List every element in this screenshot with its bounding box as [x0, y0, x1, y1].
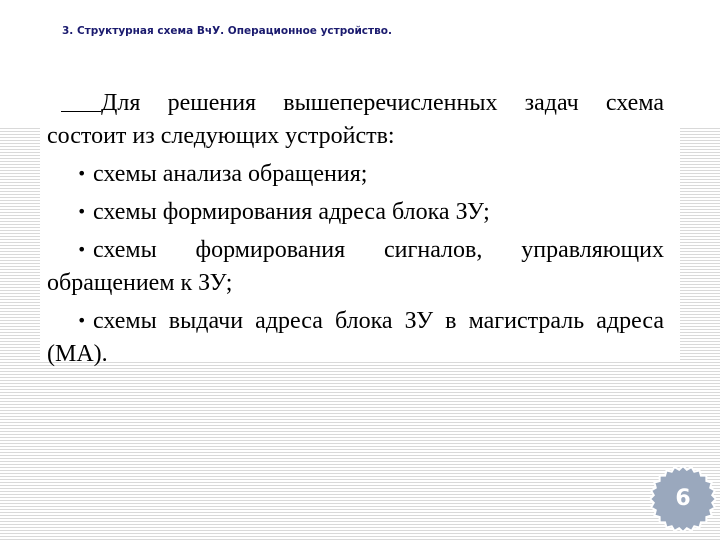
indent-underline: [61, 91, 101, 112]
page-number-badge: [649, 465, 717, 533]
bullet-icon: •: [77, 164, 87, 183]
list-item: [47, 234, 664, 300]
bullet-icon: •: [77, 311, 87, 330]
intro-paragraph: [47, 87, 664, 153]
intro-text: Для решения вышеперечисленных задач схема состоит из следующих устройств:: [47, 90, 664, 149]
bullet-icon: •: [77, 240, 87, 259]
bullet-text: схемы выдачи адреса блока ЗУ в магистраль адреса (МА).: [47, 308, 664, 367]
bullet-text: схемы формирования сигналов, управляющих обращением к ЗУ;: [47, 237, 664, 296]
page-number: 6: [675, 486, 691, 511]
slide-title: 3. Структурная схема ВчУ. Операционное устройство.: [62, 25, 392, 37]
slide-body: [47, 87, 664, 376]
bullet-list: [47, 158, 664, 371]
bullet-icon: •: [77, 202, 87, 221]
bullet-text: схемы формирования адреса блока ЗУ;: [93, 199, 490, 225]
bullet-text: схемы анализа обращения;: [93, 161, 368, 187]
list-item: [47, 196, 664, 229]
list-item: [47, 158, 664, 191]
list-item: [47, 305, 664, 371]
